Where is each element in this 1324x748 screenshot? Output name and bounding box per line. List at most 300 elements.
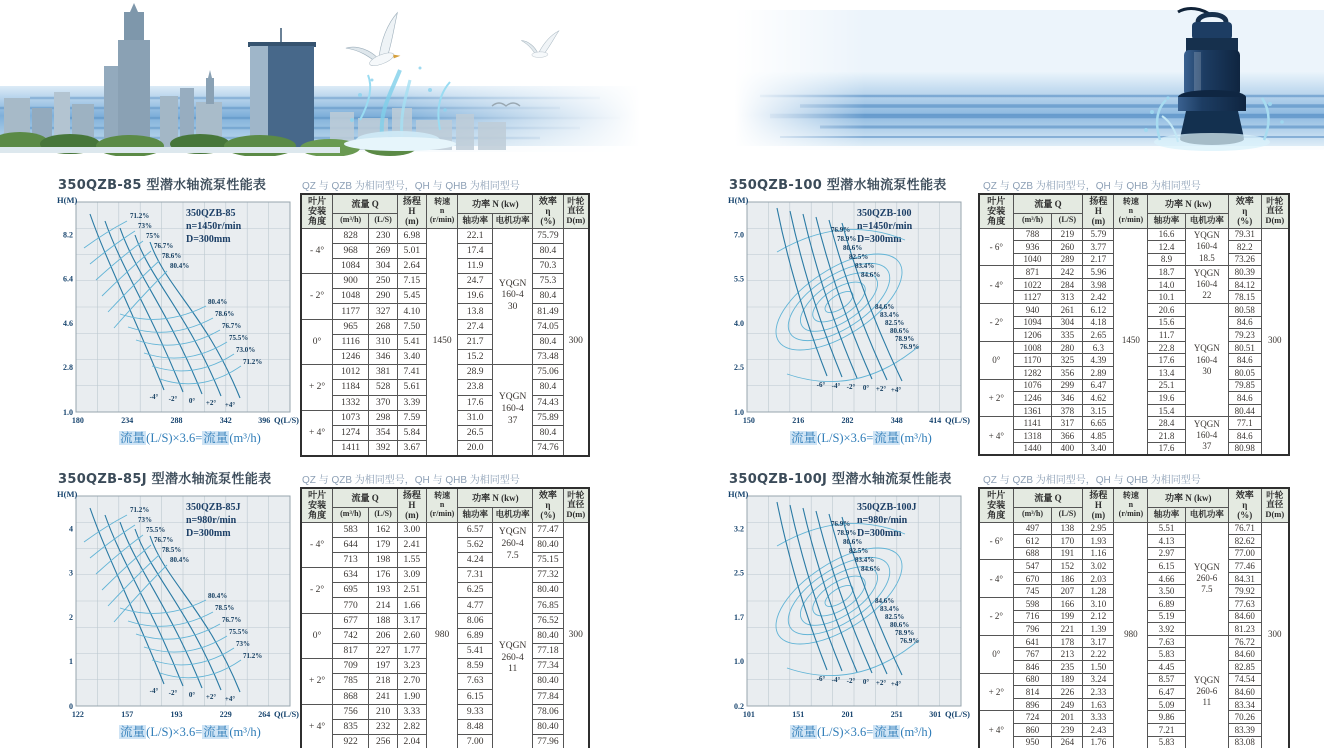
table-cell: 300: [1261, 522, 1289, 748]
chart-label: 0°: [188, 691, 196, 699]
chart-label: 350QZB-100: [857, 208, 912, 219]
chart-svg: [56, 194, 300, 428]
table-header-row: [979, 488, 1289, 507]
table-cell: 5.41: [397, 334, 426, 349]
table-cell: 73.48: [533, 350, 563, 365]
table-cell: 4.45: [1148, 661, 1185, 674]
table-cell: 2.95: [1083, 522, 1114, 535]
table-header-cell: 轴功率: [1148, 507, 1185, 522]
table-cell: 77.18: [533, 644, 563, 659]
table-cell: 713: [333, 552, 369, 567]
table-cell: 6.89: [1148, 598, 1185, 611]
table-cell: 2.60: [397, 628, 426, 643]
table-cell: 74.76: [533, 441, 563, 456]
table-cell: 6.15: [1148, 560, 1185, 573]
table-cell: 3.39: [397, 395, 426, 410]
flow-conversion-caption: [743, 722, 979, 740]
table-header-cell: 功率 N (kw): [1148, 488, 1229, 507]
table-cell: 75.15: [533, 552, 563, 567]
chart-label: 71.2%: [130, 506, 150, 514]
table-cell: 1177: [333, 304, 369, 319]
chart-label: -6°: [816, 675, 826, 683]
table-cell: 79.31: [1229, 228, 1262, 241]
table-header-cell: 叶片 安装 角度: [979, 488, 1013, 522]
section-title: 350QZB-100 型潜水轴流泵性能表: [729, 178, 947, 193]
chart-label: 264: [258, 710, 271, 719]
table-cell: 199: [1052, 610, 1083, 623]
table-cell: 346: [1052, 392, 1083, 405]
table-cell: 74.05: [533, 319, 563, 334]
table-cell: 79.23: [1229, 329, 1262, 342]
table-cell: 7.21: [1148, 724, 1185, 737]
table-cell: 1361: [1013, 404, 1052, 417]
chart-label: 82.5%: [849, 253, 869, 261]
table-cell: 1048: [333, 289, 369, 304]
table-cell: 84.6: [1229, 354, 1262, 367]
table-cell: 846: [1013, 661, 1052, 674]
table-cell: 7.15: [397, 274, 426, 289]
table-header-cell: 扬程 H (m): [397, 488, 426, 522]
table-cell: 1206: [1013, 329, 1052, 342]
chart-label: 71.2%: [130, 212, 150, 220]
table-cell: 2.89: [1083, 367, 1114, 380]
table-cell: 138: [1052, 522, 1083, 535]
table-cell: 206: [369, 628, 398, 643]
table-cell: 79.85: [1229, 379, 1262, 392]
chart-label: +2°: [205, 399, 217, 407]
table-cell: 162: [369, 522, 398, 537]
table-cell: 80.05: [1229, 367, 1262, 380]
chart-label: 80.4%: [208, 298, 228, 306]
table-cell: 965: [333, 319, 369, 334]
table-cell: 896: [1013, 698, 1052, 711]
table-header-cell: 效率 η (%): [1229, 488, 1262, 522]
table-cell: 77.84: [533, 689, 563, 704]
table-cell: 641: [1013, 635, 1052, 648]
table-cell: 82.2: [1229, 241, 1262, 254]
chart-label: 0°: [862, 678, 870, 686]
chart-label: 84.6%: [861, 565, 881, 573]
table-cell: 796: [1013, 623, 1052, 636]
caption-flow-term: 流量: [791, 431, 817, 445]
table-cell: 4.18: [1083, 316, 1114, 329]
table-cell: 1.55: [397, 552, 426, 567]
table-cell: 354: [369, 425, 398, 440]
table-cell: 677: [333, 613, 369, 628]
table-cell: 3.00: [397, 522, 426, 537]
chart-label: 83.4%: [855, 262, 875, 270]
table-cell: 788: [1013, 228, 1052, 241]
table-cell: 922: [333, 735, 369, 748]
table-cell: 6.47: [1083, 379, 1114, 392]
table-header-cell: 轴功率: [458, 213, 493, 228]
table-header-cell: 转速 n (r/min): [1114, 194, 1148, 228]
table-cell: 5.61: [397, 380, 426, 395]
table-cell: 75.06: [533, 365, 563, 380]
table-cell: 221: [1052, 623, 1083, 636]
table-cell: + 4°: [979, 417, 1013, 455]
caption-flow-term: 流量: [120, 431, 146, 445]
table-cell: 70.26: [1229, 711, 1262, 724]
table-cell: 227: [369, 644, 398, 659]
table-cell: 80.40: [533, 719, 563, 734]
table-cell: 84.31: [1229, 572, 1262, 585]
table-cell: 2.82: [397, 719, 426, 734]
table-header-cell: (L/S): [1052, 213, 1083, 228]
performance-table: [978, 193, 1290, 456]
table-cell: 76.71: [1229, 522, 1262, 535]
table-cell: 2.64: [397, 258, 426, 273]
table-cell: 1440: [1013, 442, 1052, 455]
table-cell: 75.79: [533, 228, 563, 243]
table-cell: 298: [369, 410, 398, 425]
table-cell: 80.40: [533, 537, 563, 552]
table-cell: 1411: [333, 441, 369, 456]
table-cell: 76.85: [533, 598, 563, 613]
table-header-cell: 转速 n (r/min): [426, 488, 458, 522]
table-header-cell: 叶轮 直径 D(m): [563, 488, 589, 522]
table-cell: 80.51: [1229, 341, 1262, 354]
table-cell: 1332: [333, 395, 369, 410]
table-header-cell: (m³/h): [1013, 507, 1052, 522]
chart-label: 2.5: [734, 362, 744, 372]
chart-label: 76.9%: [831, 226, 851, 234]
table-cell: 73.26: [1229, 253, 1262, 266]
chart-label: 78.9%: [837, 529, 857, 537]
chart-svg: [727, 194, 971, 428]
table-cell: 289: [1052, 253, 1083, 266]
table-cell: 2.03: [1083, 572, 1114, 585]
model-note: QZ 与 QZB 为相同型号，QH 与 QHB 为相同型号: [983, 475, 1201, 486]
table-cell: 392: [369, 441, 398, 456]
chart-label: 71.2%: [243, 652, 263, 660]
table-cell: 3.67: [397, 441, 426, 456]
table-cell: 3.10: [1083, 598, 1114, 611]
table-cell: 178: [1052, 635, 1083, 648]
table-cell: 191: [1052, 547, 1083, 560]
chart-label: 78.6%: [215, 310, 235, 318]
section-title: 350QZB-85J 型潜水轴流泵性能表: [58, 472, 272, 487]
chart-label: 396: [258, 416, 271, 425]
table-cell: 250: [369, 274, 398, 289]
chart-label: 75.5%: [229, 628, 249, 636]
table-cell: 3.33: [397, 704, 426, 719]
table-cell: - 4°: [301, 522, 333, 568]
chart-label: 1.0: [734, 656, 744, 666]
table-cell: 77.00: [1229, 547, 1262, 560]
table-header-cell: 电机功率: [492, 507, 532, 522]
table-cell: 17.4: [458, 243, 493, 258]
table-cell: 4.77: [458, 598, 493, 613]
table-cell: 310: [369, 334, 398, 349]
table-cell: 23.8: [458, 380, 493, 395]
table-cell: 5.01: [397, 243, 426, 258]
table-cell: 84.60: [1229, 648, 1262, 661]
chart-label: -4°: [149, 687, 159, 695]
table-cell: 230: [369, 228, 398, 243]
table-cell: 770: [333, 598, 369, 613]
table-header-cell: 电机功率: [1185, 213, 1228, 228]
caption-text: (L/S)×3.6=: [146, 725, 203, 739]
chart-label: 83.4%: [880, 311, 900, 319]
table-cell: 2.97: [1148, 547, 1185, 560]
table-cell: 2.04: [397, 735, 426, 748]
table-cell: 8.48: [458, 719, 493, 734]
table-cell: 346: [369, 350, 398, 365]
caption-text: (L/S)×3.6=: [817, 725, 874, 739]
chart-label: 193: [170, 710, 183, 719]
motor-model-cell: YQGN 260-4 11: [492, 568, 532, 748]
table-cell: 5.83: [1148, 648, 1185, 661]
table-cell: 74.43: [533, 395, 563, 410]
table-cell: 77.32: [533, 568, 563, 583]
table-cell: 7.63: [1148, 635, 1185, 648]
chart-label: -2°: [168, 395, 178, 403]
chart-label: 75%: [146, 232, 160, 240]
table-cell: 264: [1052, 736, 1083, 748]
chart-label: H(M): [57, 195, 78, 205]
table-cell: 261: [1052, 304, 1083, 317]
table-cell: 13.8: [458, 304, 493, 319]
table-cell: 5.09: [1148, 698, 1185, 711]
chart-svg: [727, 488, 971, 722]
motor-model-cell: YQGN 160-4 30: [1185, 304, 1228, 417]
table-cell: 242: [1052, 266, 1083, 279]
table-cell: 1084: [333, 258, 369, 273]
chart-label: 348: [890, 416, 903, 425]
table-header-cell: (L/S): [369, 213, 398, 228]
chart-label: 73%: [138, 222, 152, 230]
table-cell: - 6°: [979, 228, 1013, 266]
table-cell: - 6°: [979, 522, 1013, 560]
chart-label: n=980r/min: [857, 515, 908, 526]
table-cell: - 4°: [979, 560, 1013, 598]
table-cell: 1073: [333, 410, 369, 425]
chart-label: 73%: [236, 640, 250, 648]
table-cell: 940: [1013, 304, 1052, 317]
table-cell: 1141: [1013, 417, 1052, 430]
caption-text: (L/S)×3.6=: [817, 431, 874, 445]
table-cell: 214: [369, 598, 398, 613]
table-cell: 198: [369, 552, 398, 567]
table-cell: 81.49: [533, 304, 563, 319]
chart-label: H(M): [728, 489, 749, 499]
chart-label: 80.6%: [843, 538, 863, 546]
table-cell: 0°: [301, 319, 333, 365]
table-cell: 268: [369, 319, 398, 334]
chart-label: 84.6%: [875, 303, 895, 311]
table-cell: + 4°: [301, 704, 333, 748]
table-cell: 2.43: [1083, 724, 1114, 737]
table-cell: 24.7: [458, 274, 493, 289]
table-cell: 1.50: [1083, 661, 1114, 674]
table-cell: 15.4: [1148, 404, 1185, 417]
chart-label: 3.2: [734, 524, 744, 534]
chart-label: 150: [742, 416, 755, 425]
table-cell: 5.19: [1148, 610, 1185, 623]
motor-model-cell: YQGN 160-4 37: [492, 365, 532, 456]
section-350qzb-85j: [56, 468, 592, 748]
flow-conversion-caption: [72, 428, 308, 446]
chart-label: 251: [890, 710, 903, 719]
table-cell: 82.62: [1229, 535, 1262, 548]
table-cell: 5.51: [1148, 522, 1185, 535]
motor-model-cell: YQGN 260-6 7.5: [1185, 522, 1228, 635]
table-header-cell: (m³/h): [333, 213, 369, 228]
table-cell: 284: [1052, 278, 1083, 291]
caption-text: (m³/h): [229, 725, 261, 739]
table-cell: 83.39: [1229, 724, 1262, 737]
table-cell: 13.4: [1148, 367, 1185, 380]
table-cell: 84.60: [1229, 686, 1262, 699]
table-cell: 4.85: [1083, 430, 1114, 443]
caption-text: (m³/h): [900, 431, 932, 445]
motor-model-cell: YQGN 160-4 22: [1185, 266, 1228, 304]
table-cell: 745: [1013, 585, 1052, 598]
table-cell: 5.45: [397, 289, 426, 304]
table-cell: 0°: [301, 613, 333, 659]
performance-chart: [727, 488, 971, 722]
chart-label: 76.9%: [831, 520, 851, 528]
table-header-cell: 效率 η (%): [1229, 194, 1262, 228]
motor-model-cell: YQGN 260-6 11: [1185, 635, 1228, 748]
chart-label: 80.4%: [208, 592, 228, 600]
table-cell: 179: [369, 537, 398, 552]
table-cell: 547: [1013, 560, 1052, 573]
table-cell: + 2°: [301, 365, 333, 411]
table-cell: 7.00: [458, 735, 493, 748]
table-cell: 186: [1052, 572, 1083, 585]
table-cell: 4.10: [397, 304, 426, 319]
table-header-cell: 功率 N (kw): [458, 194, 533, 213]
chart-label: 157: [121, 710, 134, 719]
table-cell: 1.16: [1083, 547, 1114, 560]
table-cell: 860: [1013, 724, 1052, 737]
chart-label: 3: [69, 568, 73, 578]
table-cell: 3.15: [1083, 404, 1114, 417]
table-cell: 22.8: [1148, 341, 1185, 354]
table-cell: 299: [1052, 379, 1083, 392]
table-header-cell: 叶轮 直径 D(m): [1261, 194, 1289, 228]
table-cell: 28.9: [458, 365, 493, 380]
table-cell: 317: [1052, 417, 1083, 430]
chart-label: 78.9%: [837, 235, 857, 243]
table-cell: 218: [369, 674, 398, 689]
table-cell: 166: [1052, 598, 1083, 611]
chart-label: 76.7%: [154, 242, 174, 250]
table-cell: 871: [1013, 266, 1052, 279]
table-cell: 1450: [1114, 228, 1148, 455]
chart-label: 350QZB-100J: [857, 502, 917, 513]
table-cell: 1127: [1013, 291, 1052, 304]
chart-label: +2°: [875, 385, 887, 393]
table-cell: 400: [1052, 442, 1083, 455]
table-cell: 6.98: [397, 228, 426, 243]
performance-chart: [56, 194, 300, 428]
chart-label: 0.2: [734, 702, 744, 711]
table-cell: 77.47: [533, 522, 563, 537]
table-cell: 497: [1013, 522, 1052, 535]
performance-chart: [727, 194, 971, 428]
table-cell: 84.12: [1229, 278, 1262, 291]
table-cell: 213: [1052, 648, 1083, 661]
chart-label: 301: [929, 710, 942, 719]
table-cell: 176: [369, 568, 398, 583]
table-cell: 1.63: [1083, 698, 1114, 711]
table-cell: 78.15: [1229, 291, 1262, 304]
table-cell: 6.3: [1083, 341, 1114, 354]
table-cell: 3.17: [397, 613, 426, 628]
table-cell: 21.7: [458, 334, 493, 349]
table-cell: 193: [369, 583, 398, 598]
caption-flow-term: 流量: [120, 725, 146, 739]
table-cell: 17.6: [1148, 442, 1185, 455]
section-350qzb-85: [56, 174, 592, 456]
table-cell: 968: [333, 243, 369, 258]
table-cell: 207: [1052, 585, 1083, 598]
table-cell: 583: [333, 522, 369, 537]
table-cell: 612: [1013, 535, 1052, 548]
table-cell: 378: [1052, 404, 1083, 417]
chart-label: 2.5: [734, 568, 744, 578]
table-cell: 9.86: [1148, 711, 1185, 724]
table-cell: + 2°: [979, 379, 1013, 417]
table-cell: 767: [1013, 648, 1052, 661]
chart-label: 1.0: [63, 408, 73, 417]
table-cell: 83.08: [1229, 736, 1262, 748]
table-cell: 756: [333, 704, 369, 719]
table-cell: 980: [1114, 522, 1148, 748]
table-cell: 22.1: [458, 228, 493, 243]
chart-label: 82.5%: [849, 547, 869, 555]
chart-label: 82.5%: [885, 613, 905, 621]
chart-label: D=300mm: [186, 234, 231, 245]
table-cell: 5.79: [1083, 228, 1114, 241]
chart-label: Q(L/S): [944, 415, 970, 425]
chart-label: 71.2%: [243, 358, 263, 366]
table-cell: 4.66: [1148, 572, 1185, 585]
table-cell: 1184: [333, 380, 369, 395]
caption-flow-term: 流量: [203, 431, 229, 445]
table-cell: 77.63: [1229, 598, 1262, 611]
table-cell: 70.3: [533, 258, 563, 273]
table-cell: 900: [333, 274, 369, 289]
table-header-cell: 叶轮 直径 D(m): [563, 194, 589, 228]
model-note: QZ 与 QZB 为相同型号，QH 与 QHB 为相同型号: [302, 475, 520, 486]
table-cell: 80.40: [533, 583, 563, 598]
section-title: 350QZB-100J 型潜水轴流泵性能表: [729, 472, 952, 487]
table-cell: 695: [333, 583, 369, 598]
chart-label: H(M): [57, 489, 78, 499]
chart-label: 78.5%: [215, 604, 235, 612]
chart-label: +2°: [205, 693, 217, 701]
table-cell: 1246: [1013, 392, 1052, 405]
table-header-cell: (L/S): [1052, 507, 1083, 522]
table-cell: 0°: [979, 341, 1013, 379]
table-cell: 14.0: [1148, 278, 1185, 291]
chart-label: 2: [69, 612, 73, 622]
table-cell: 3.23: [397, 659, 426, 674]
table-cell: 1022: [1013, 278, 1052, 291]
table-cell: 6.89: [458, 628, 493, 643]
chart-label: n=980r/min: [186, 515, 237, 526]
performance-table: [300, 193, 590, 457]
chart-label: 76.9%: [900, 343, 920, 351]
chart-label: 234: [121, 416, 134, 425]
table-cell: 6.57: [458, 522, 493, 537]
table-cell: 152: [1052, 560, 1083, 573]
table-cell: 644: [333, 537, 369, 552]
